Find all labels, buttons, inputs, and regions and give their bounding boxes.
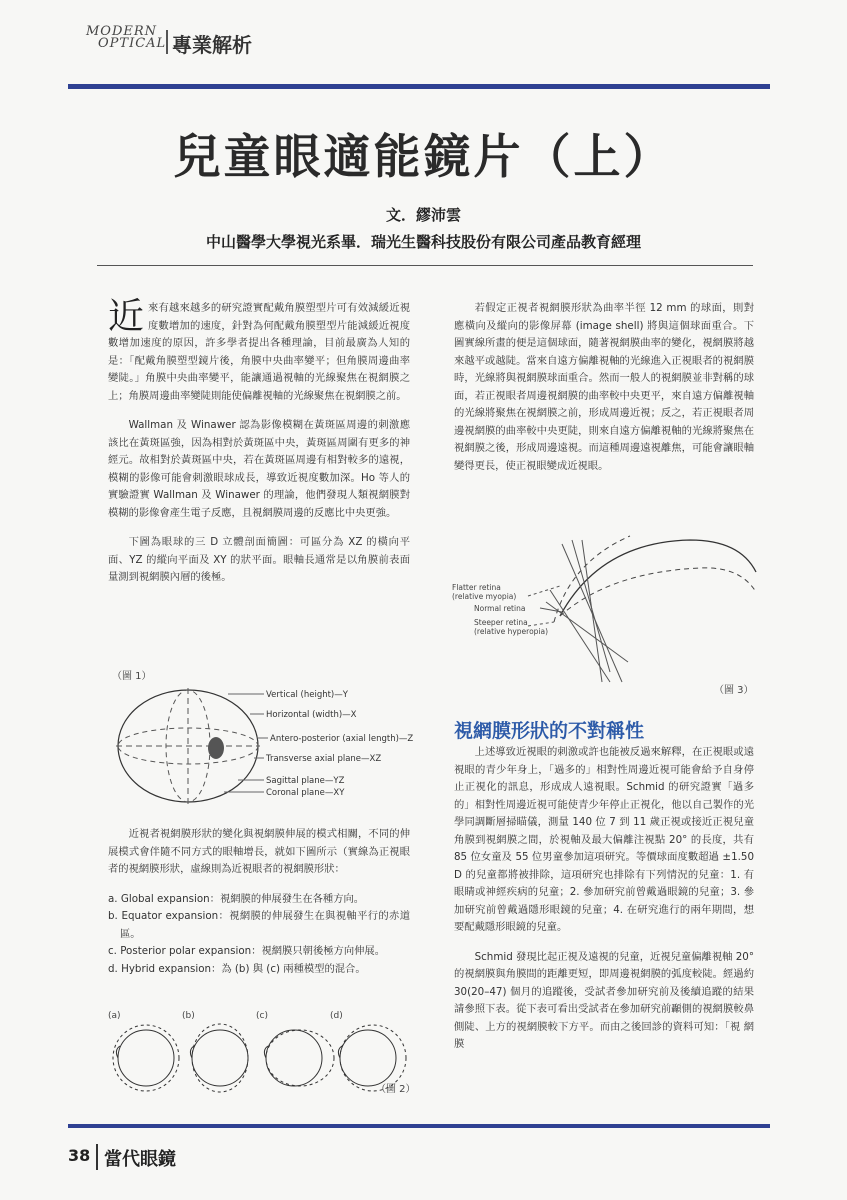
section-heading: 視網膜形狀的不對稱性 xyxy=(454,720,645,742)
paragraph-intro: 近來有越來越多的研究證實配戴角膜塑型片可有效減緩近視度數增加的速度，針對為何配戴角膜塑型片能減緩近視度數增加速度的原因，許多學者提出各種理論，目前最廣為人知的是：「配戴角膜塑型鏡片後，角膜中央曲率變平；但角膜周邊曲率變陡。」角膜中央曲率變平，能讓通過視軸的光線聚焦在視網膜之上；角膜周邊曲率變陡則能使偏離視軸的光線聚焦在視網膜之前。 xyxy=(108,296,410,402)
fig1-label-vertical: Vertical (height)—Y xyxy=(266,690,348,700)
fig2-expansion-diagram xyxy=(108,1008,418,1100)
fig2-label: （圖 2） xyxy=(376,1084,416,1095)
fig3-label: （圖 3） xyxy=(714,685,754,696)
right-column-bottom xyxy=(454,744,754,1066)
paragraph-schmid-findings: Schmid 發現比起正視及遠視的兒童，近視兒童偏離視軸 20° 的視網膜與角膜間的距離更短，即周邊視網膜的弧度較陡。經過約 30(20–47) 個月的追蹤後，受試者參加研究前及後續追蹤的結果請參照下表。從下表可看出受試者在參加研究前顳側的視網膜較鼻側陡、上方的視網膜較下方平。而由之後回診的資料可知：「視 網 膜 xyxy=(454,950,754,1050)
top-rule xyxy=(68,84,770,89)
fig1-label: （圖 1） xyxy=(112,671,152,682)
article-title: 兒童眼適能鏡片（上） xyxy=(173,130,674,185)
fig1-label-transverse: Transverse axial plane—XZ xyxy=(266,754,382,764)
section-label: 專業解析 xyxy=(172,33,252,57)
fig3-flatter-2: (relative myopia) xyxy=(452,592,517,601)
author-line: 文．繆沛雲 xyxy=(385,206,461,224)
paragraph-image-shell: 若假定正視者視網膜形狀為曲率半徑 12 mm 的球面，則對應橫向及縱向的影像屏幕 (image shell) 將與這個球面重合。下圖實線所畫的便是這個球面，隨著視網膜曲率的變化，視網膜將越來越平或越陡。當來自遠方偏離視軸的光線進入正視眼者的視網膜時，光線將與視網膜球面重合。然而一般人的視網膜並非對稱的球面，若正視眼者周邊視網膜的曲率較中央更平，來自遠方偏離視軸的光線將聚焦在視網膜之前，形成周邊近視；反之，若正視眼者周邊視網膜的曲率較中央更陡，則來自遠方偏離視軸的光線將聚焦在視網膜之後，形成周邊遠視。而這種周邊遠視離焦，可能會讓眼軸變得更長，使正視眼變成近視眼。 xyxy=(454,302,754,472)
brand-line1: MODERN xyxy=(86,24,158,39)
fig3-steeper-1: Steeper retina xyxy=(474,618,528,627)
list-item: a. Global expansion：視網膜的伸展發生在各種方向。 xyxy=(108,892,365,905)
footer-divider xyxy=(96,1144,98,1170)
affiliation-line: 中山醫學大學視光系畢．瑞光生醫科技股份有限公司產品教育經理 xyxy=(205,233,641,251)
fig2-panel-d: (d) xyxy=(330,1011,343,1021)
fig1-label-sagittal: Sagittal plane—YZ xyxy=(266,776,345,786)
fig1-label-horizontal: Horizontal (width)—X xyxy=(266,710,357,720)
fig3-steeper-2: (relative hyperopia) xyxy=(474,627,549,636)
fig1-label-antero-posterior: Antero-posterior (axial length)—Z xyxy=(270,734,414,744)
header-divider xyxy=(166,30,168,54)
list-item: b. Equator expansion：視網膜的伸展發生在與視軸平行的赤道區。 xyxy=(108,910,410,940)
fig3-flatter-1: Flatter retina xyxy=(452,583,501,592)
expansion-list xyxy=(108,891,410,979)
right-column-top xyxy=(454,300,754,487)
paragraph-schmid-study: 上述導致近視眼的刺激或許也能被反過來解釋，在正視眼或遠視眼的青少年身上，「過多的」相對性周邊近視可能會給予自身停止正視化的訊息，形成成人遠視眼。Schmid 的研究證實「過多的」相對性周邊近視可能使青少年停止正視化，他以自己製作的光學同調斷層掃瞄儀，測量 140 位 7 到 11 歲正視或接近正視兒童角膜到視網膜之間，於視軸及最大偏離注視點 20° 的長度，共有 85 位女童及 55 位男童參加這項研究。等價球面度數超過 ±1.50 D 的兒童都將被排除，這項研究也排除有下列情況的兒童：1. 有眼睛或神經疾病的兒童；2. 參加研究前曾戴過眼鏡的兒童；3. 參加研究前曾戴過隱形眼鏡的兒童；4. 在研究進行的兩年期間，想要配戴隱形眼鏡的兒童。 xyxy=(454,746,754,933)
paragraph-3d: 下圖為眼球的三 D 立體剖面簡圖：可區分為 XZ 的橫向平面、YZ 的縱向平面及 XY 的狀平面。眼軸長通常是以角膜前表面量測到視網膜內層的後極。 xyxy=(108,536,410,583)
drop-cap: 近 xyxy=(108,296,145,337)
magazine-name: 當代眼鏡 xyxy=(104,1149,176,1170)
brand-line2: OPTICAL xyxy=(98,36,167,51)
list-item: d. Hybrid expansion：為 (b) 與 (c) 兩種模型的混合。 xyxy=(108,962,366,975)
bottom-rule xyxy=(68,1124,770,1128)
paragraph-expansion: 近視者視網膜形狀的變化與視網膜伸展的模式相關，不同的伸展模式會伴隨不同方式的眼軸增長，就如下圖所示（實線為正視眼者的視網膜形狀，虛線則為近視眼者的視網膜形狀： xyxy=(108,828,410,875)
paragraph-wallman: Wallman 及 Winawer 認為影像模糊在黃斑區周邊的刺激應該比在黃斑區強，因為相對於黃斑區中央，黃斑區周圍有更多的神經元。故相對於黃斑區中央，若在黃斑區周邊有相對較多的遠視，模糊的影像可能會刺激眼球成長，導致近視度數加深。Ho 等人的實驗證實 Wallman 及 Winawer 的理論，他們發現人類視網膜對模糊的影像會產生電子反應，且視網膜周邊的反應比中央更強。 xyxy=(108,419,410,519)
fig3-normal: Normal retina xyxy=(474,604,526,613)
list-item: c. Posterior polar expansion：視網膜只朝後極方向伸展。 xyxy=(108,945,386,957)
brand-logo xyxy=(86,26,166,50)
title-rule xyxy=(97,265,753,266)
left-column-top xyxy=(108,296,410,599)
fig2-panel-a: (a) xyxy=(108,1011,121,1021)
fig2-panel-b: (b) xyxy=(182,1011,195,1021)
fig1-eye-diagram xyxy=(108,680,428,810)
page-number: 38 xyxy=(68,1146,91,1165)
fig2-panel-c: (c) xyxy=(256,1011,268,1021)
left-column-bottom xyxy=(108,826,410,988)
fig1-label-coronal: Coronal plane—XY xyxy=(266,788,345,798)
